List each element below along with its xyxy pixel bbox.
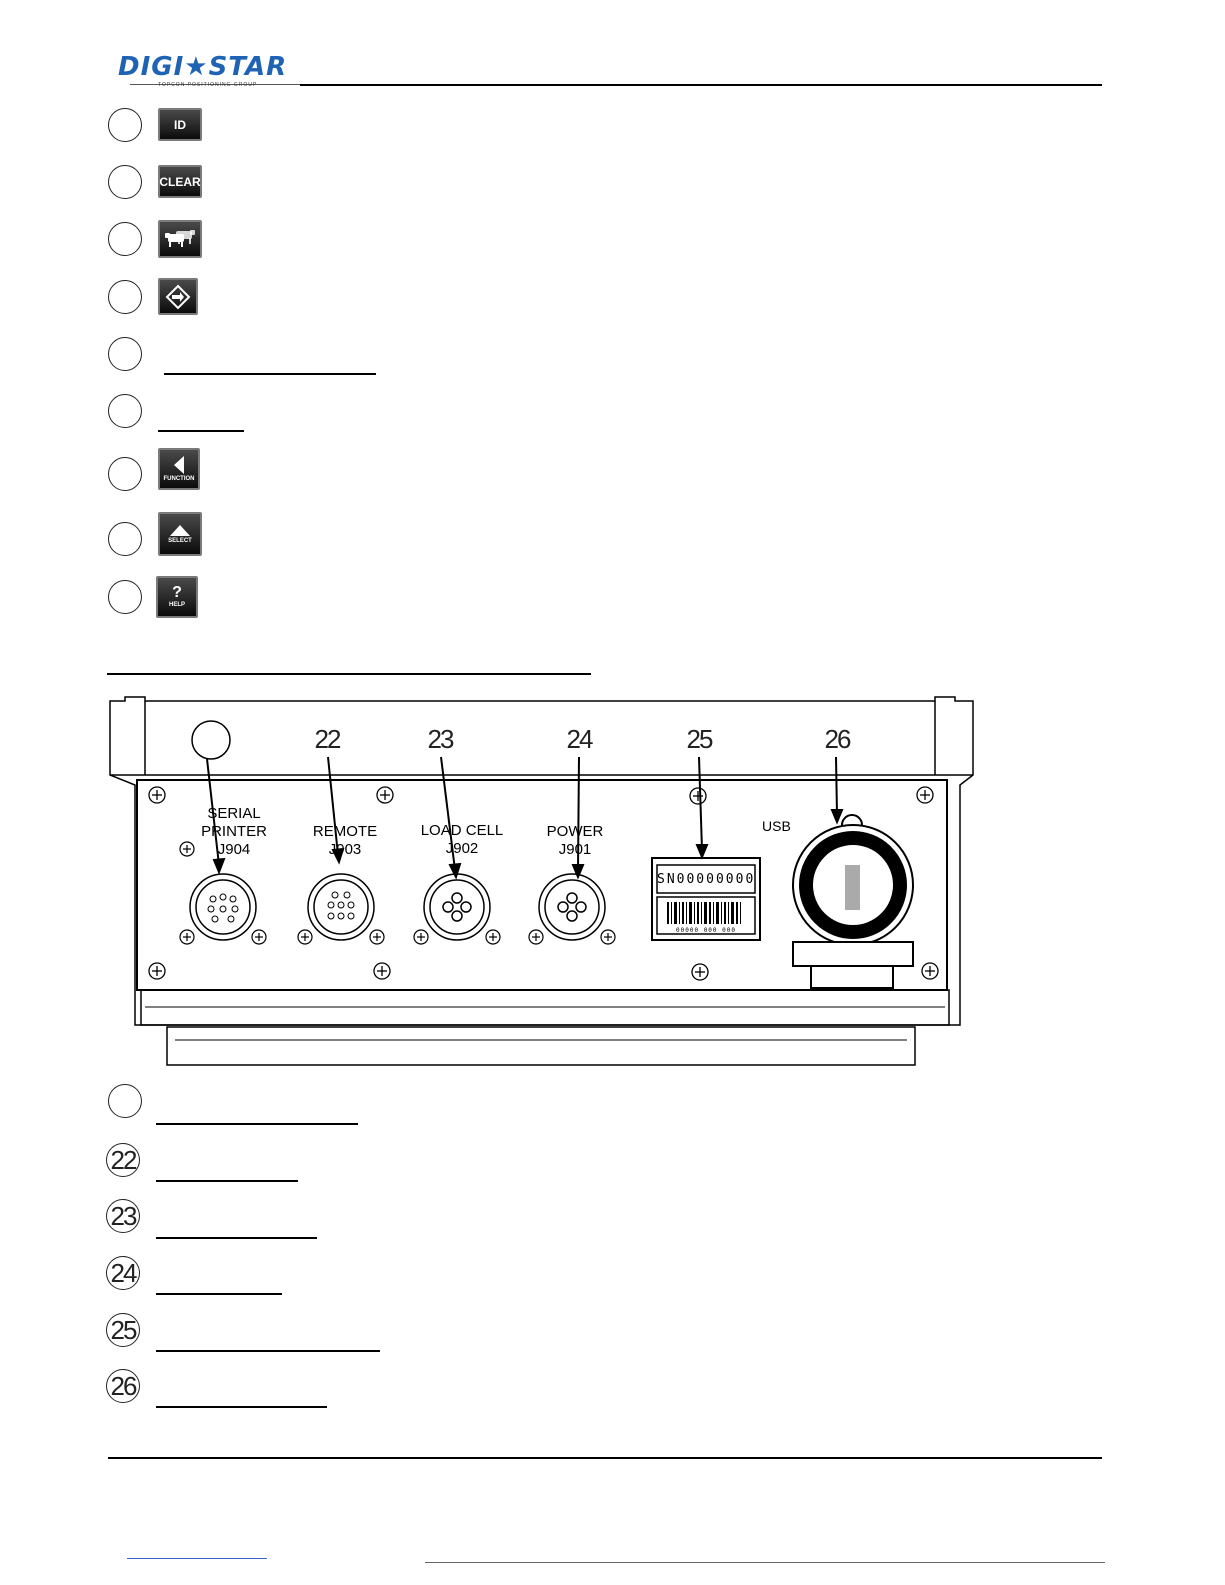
help-question-mark: ? xyxy=(172,584,182,601)
enter-arrow-icon xyxy=(165,284,191,310)
barcode-text: 00000 000 000 xyxy=(676,927,736,934)
callout-number-26: 26 xyxy=(824,723,850,754)
function-key-icon xyxy=(158,448,200,490)
footer-line xyxy=(425,1562,1105,1563)
select-key-label: SELECT xyxy=(168,538,192,544)
legend-underline-serial xyxy=(156,1123,358,1125)
key-label-underline-6 xyxy=(158,430,244,432)
legend-number-25: 25 xyxy=(106,1313,140,1347)
legend-number-26: 26 xyxy=(106,1369,140,1403)
legend-underline-25 xyxy=(156,1350,380,1352)
help-key-icon xyxy=(156,576,198,618)
callout-number-24: 24 xyxy=(566,723,592,754)
key-callout-circle-1 xyxy=(108,108,142,142)
remote-line1: REMOTE xyxy=(312,823,378,840)
id-key-label: ID xyxy=(174,117,186,132)
legend-circle-serial xyxy=(108,1084,142,1118)
key-callout-circle-9 xyxy=(108,580,142,614)
callout-number-23: 23 xyxy=(427,723,453,754)
serial-printer-label xyxy=(188,805,280,859)
callout-number-25: 25 xyxy=(686,723,712,754)
legend-number-24: 24 xyxy=(106,1256,140,1290)
load-cell-id: J902 xyxy=(445,840,479,857)
serial-printer-id: J904 xyxy=(217,841,251,858)
digistar-logo: DIGI★STAR xyxy=(118,52,288,82)
clear-key-icon xyxy=(158,165,202,198)
left-arrow-icon xyxy=(172,455,186,475)
serial-printer-line1: SERIAL xyxy=(207,805,261,822)
rear-panel-diagram xyxy=(95,695,985,1070)
power-line1: POWER xyxy=(546,823,604,840)
key-callout-circle-6 xyxy=(108,394,142,428)
function-key-label: FUNCTION xyxy=(163,476,195,482)
key-callout-circle-5 xyxy=(108,337,142,371)
usb-label: USB xyxy=(762,818,791,834)
legend-underline-23 xyxy=(156,1237,317,1239)
cattle-key-icon xyxy=(158,220,202,258)
remote-id: J903 xyxy=(328,841,362,858)
footer-rule xyxy=(108,1457,1102,1459)
section-heading-underline xyxy=(107,673,591,675)
footer-link-line xyxy=(127,1558,267,1559)
id-key-icon xyxy=(158,108,202,141)
usb-port xyxy=(793,815,913,988)
header-rule xyxy=(300,84,1102,86)
power-id: J901 xyxy=(558,841,592,858)
callout-number-22: 22 xyxy=(314,723,340,754)
load-cell-label xyxy=(412,822,512,858)
key-callout-circle-2 xyxy=(108,165,142,199)
power-label xyxy=(530,823,620,859)
logo-subtitle: TOPCON POSITIONING GROUP xyxy=(158,82,258,88)
cattle-icon xyxy=(162,228,198,250)
serial-number-text: SN00000000 xyxy=(657,872,756,887)
select-key-icon xyxy=(158,512,202,556)
help-key-label: HELP xyxy=(168,602,185,608)
legend-number-23: 23 xyxy=(106,1199,140,1233)
remote-label xyxy=(300,823,390,859)
key-callout-circle-7 xyxy=(108,457,142,491)
clear-key-label: CLEAR xyxy=(159,174,201,189)
legend-number-22: 22 xyxy=(106,1143,140,1177)
key-callout-circle-4 xyxy=(108,280,142,314)
serial-printer-line2: PRINTER xyxy=(201,823,267,840)
enter-arrow-key-icon xyxy=(158,278,198,315)
load-cell-line1: LOAD CELL xyxy=(420,822,504,839)
key-callout-circle-8 xyxy=(108,522,142,556)
legend-underline-26 xyxy=(156,1406,327,1408)
legend-underline-22 xyxy=(156,1180,298,1182)
key-label-underline-5 xyxy=(164,373,376,375)
up-arrow-icon xyxy=(168,523,192,537)
legend-underline-24 xyxy=(156,1293,282,1295)
key-callout-circle-3 xyxy=(108,222,142,256)
callout-circle-serial xyxy=(192,721,230,759)
